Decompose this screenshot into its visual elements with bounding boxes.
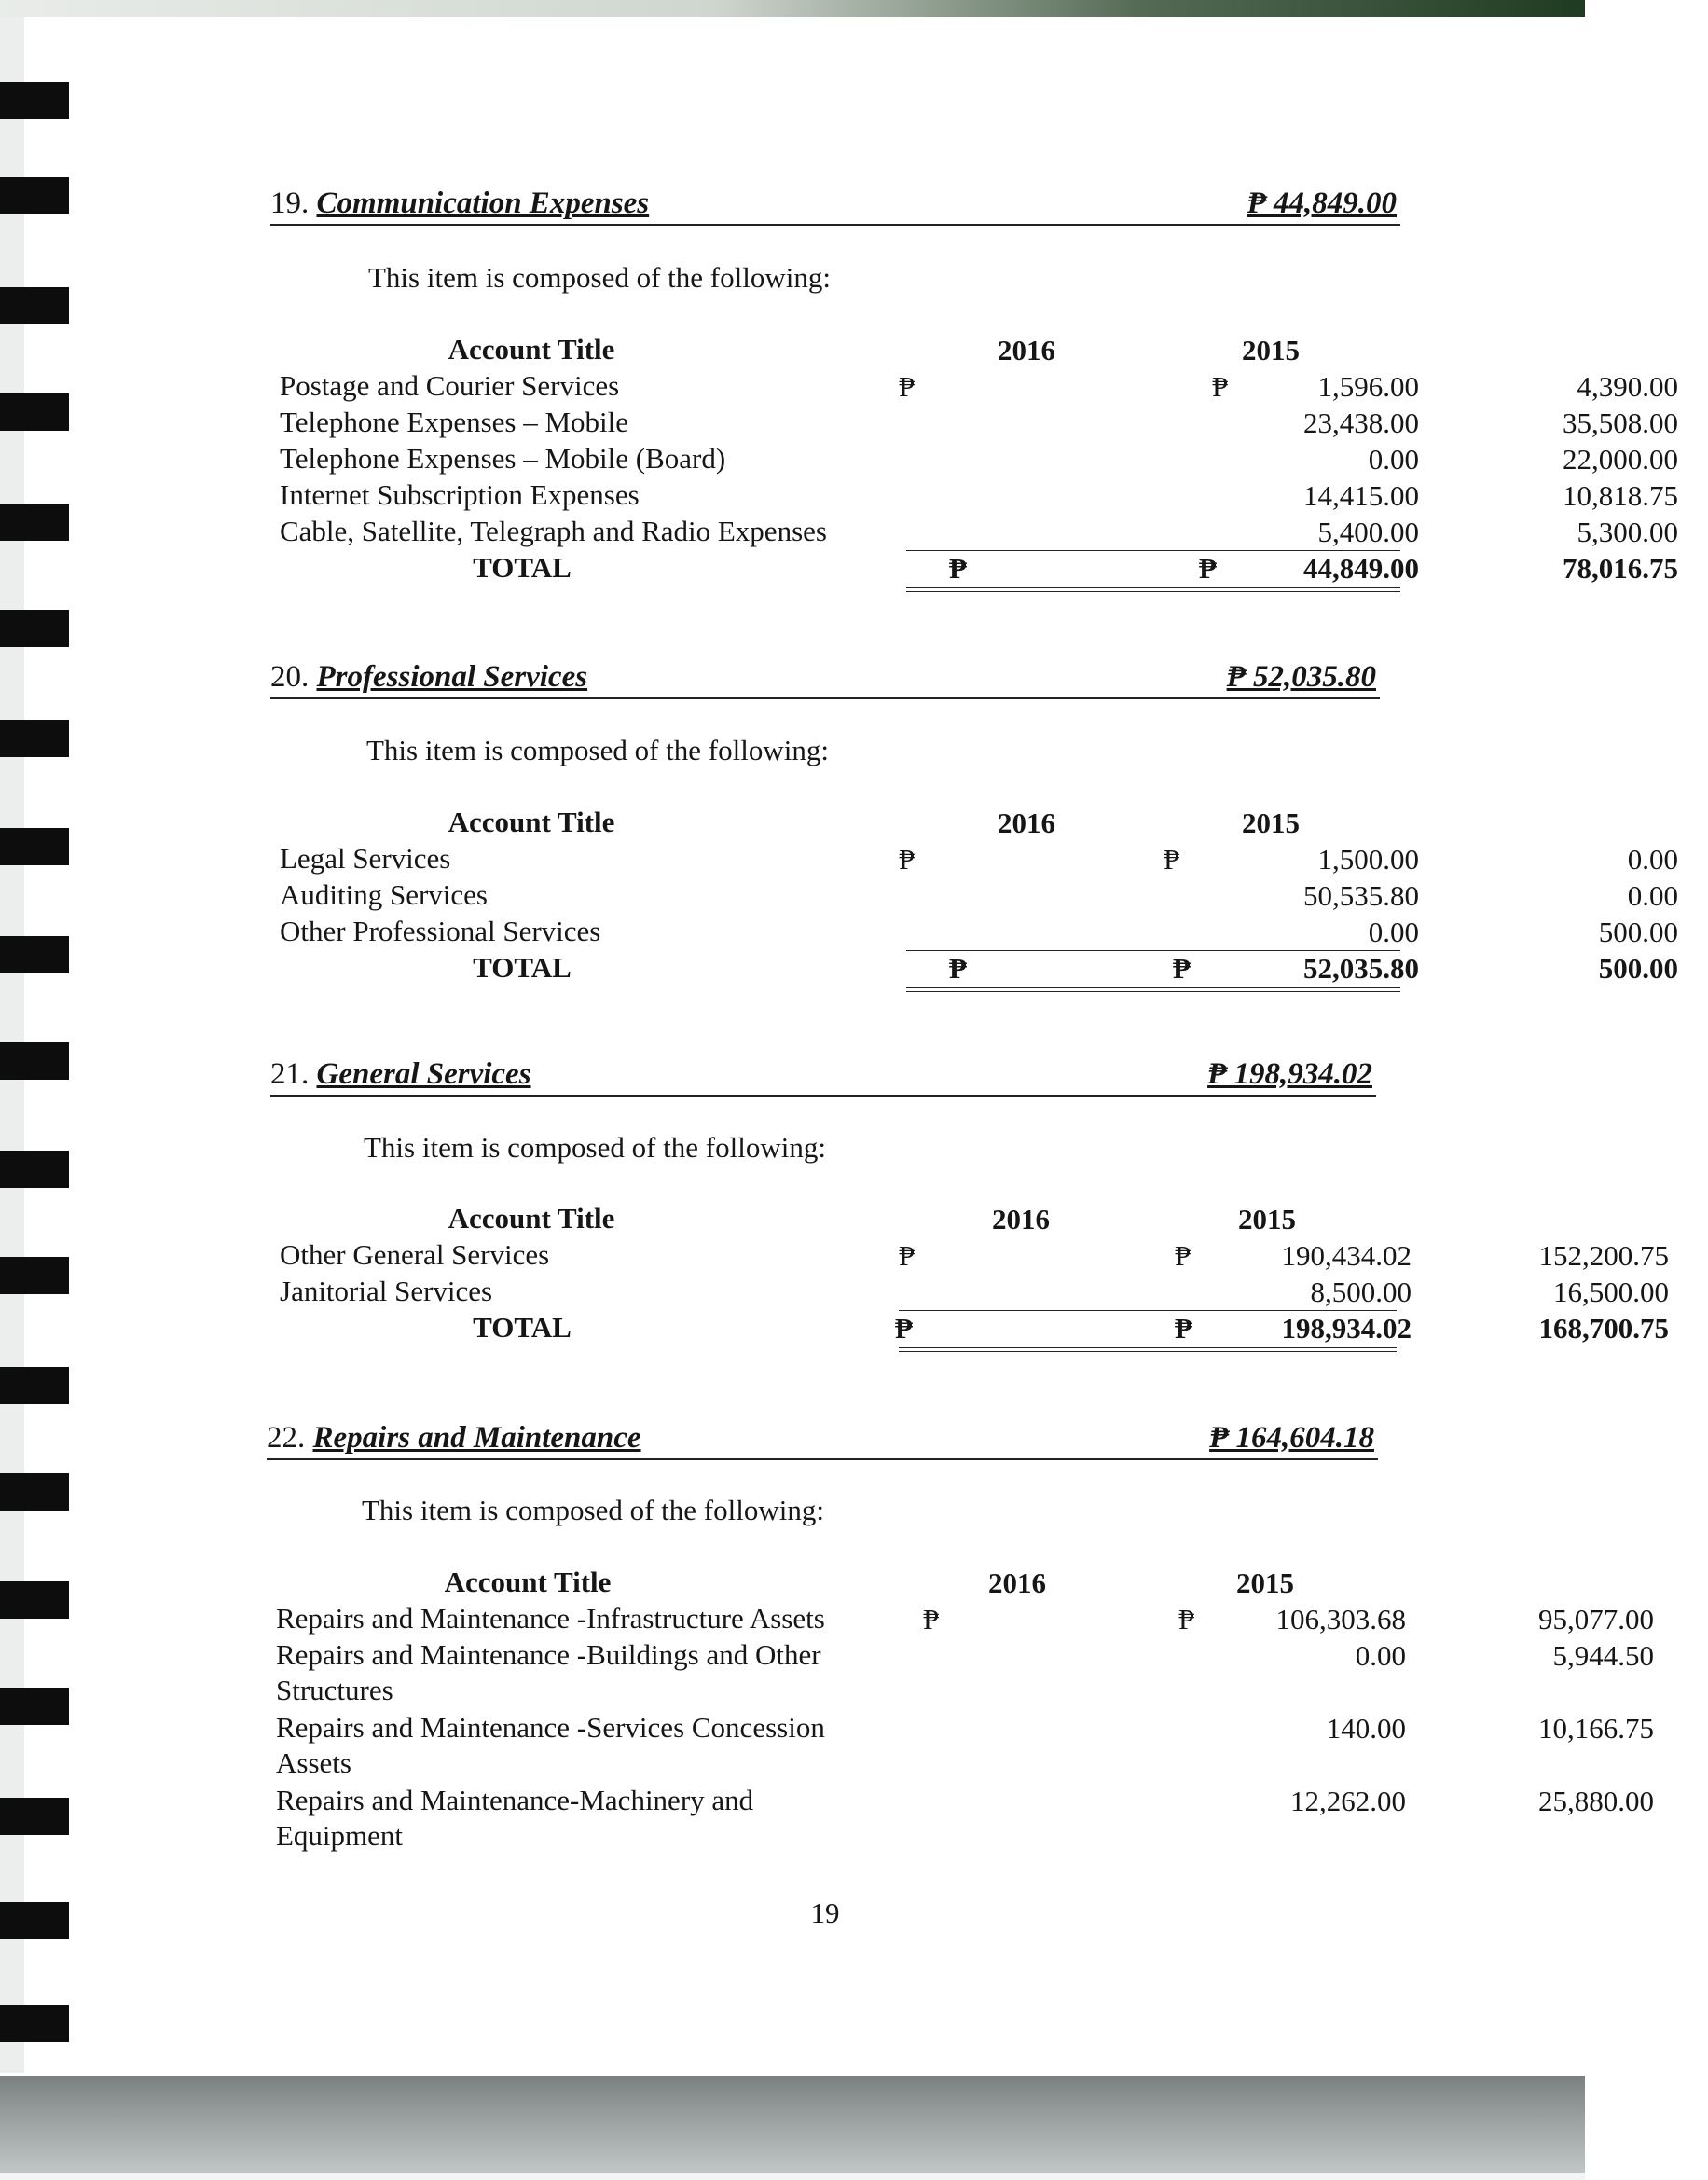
section-heading: [270, 183, 1400, 226]
peso-sign: ₱: [899, 370, 916, 403]
value-2016: 23,438.00: [1303, 407, 1419, 439]
row-title: Telephone Expenses – Mobile: [280, 406, 629, 438]
section-intro: This item is composed of the following:: [362, 1494, 824, 1526]
section-number: 20.: [270, 660, 310, 694]
binding-hole: [0, 1367, 69, 1404]
peso-sign: ₱: [1175, 1312, 1192, 1345]
row-title: Auditing Services: [280, 878, 488, 911]
value-2016: 50,535.80: [1303, 879, 1419, 912]
binding-hole: [0, 1581, 69, 1619]
total-double-rule: [906, 987, 1400, 992]
account-title-header: Account Title: [448, 806, 615, 838]
table-header: [280, 1201, 1400, 1237]
section-intro: This item is composed of the following:: [368, 261, 831, 294]
row-title: Postage and Courier Services: [280, 369, 620, 402]
peso-sign: ₱: [1173, 952, 1191, 985]
total-double-rule: [899, 1347, 1397, 1352]
binding-hole: [0, 82, 69, 119]
section-title: Repairs and Maintenance: [312, 1421, 641, 1455]
table-row: [280, 877, 1678, 914]
table-header: [280, 805, 1400, 841]
binding-hole: [0, 720, 69, 757]
value-2016: 0.00: [1355, 1639, 1406, 1672]
value-2015: 10,166.75: [1538, 1712, 1654, 1745]
binding-hole: [0, 1688, 69, 1725]
value-2016: 190,434.02: [1281, 1239, 1412, 1272]
table-row: [280, 841, 1678, 877]
value-2015: 95,077.00: [1538, 1603, 1654, 1635]
table-row: [280, 368, 1678, 405]
year-2015-header: 2015: [1236, 1566, 1294, 1599]
section-title: Professional Services: [316, 660, 588, 694]
table-row: [280, 1274, 1669, 1310]
row-title: Cable, Satellite, Telegraph and Radio Expenses: [280, 515, 827, 547]
account-title-header: Account Title: [448, 1202, 615, 1235]
table-row: [280, 1237, 1669, 1274]
binding-hole: [0, 1473, 69, 1511]
peso-sign: ₱: [949, 952, 967, 985]
total-label: TOTAL: [473, 951, 572, 984]
section-amount: ₱ 198,934.02: [1207, 1057, 1372, 1091]
peso-sign: ₱: [1175, 1239, 1191, 1272]
row-title: Repairs and Maintenance -Infrastructure Assets: [276, 1602, 825, 1635]
value-2016: 1,500.00: [1317, 843, 1419, 876]
binding-hole: [0, 610, 69, 647]
section-heading: [267, 1417, 1378, 1460]
year-2015-header: 2015: [1242, 334, 1300, 366]
peso-sign: ₱: [949, 552, 967, 585]
value-2016: 12,262.00: [1290, 1785, 1406, 1817]
total-row: [280, 950, 1678, 987]
year-2015-header: 2015: [1242, 807, 1300, 839]
total-2016: 44,849.00: [1303, 552, 1419, 585]
section-heading: [270, 656, 1380, 699]
binding-hole: [0, 504, 69, 541]
scan-top-edge: [0, 0, 1585, 17]
row-title: Legal Services: [280, 842, 451, 875]
total-2016: 198,934.02: [1281, 1312, 1412, 1345]
value-2016: 0.00: [1368, 443, 1419, 476]
value-2016: 1,596.00: [1317, 370, 1419, 403]
section-intro: This item is composed of the following:: [364, 1131, 826, 1164]
binding-hole: [0, 1798, 69, 1835]
subtotal-rule: [906, 950, 1400, 951]
table-row: [276, 1601, 1654, 1637]
total-2015: 78,016.75: [1563, 552, 1678, 585]
account-title-header: Account Title: [444, 1566, 612, 1598]
peso-sign: ₱: [1212, 370, 1229, 403]
binding-hole: [0, 2005, 69, 2042]
table-row: [280, 405, 1678, 441]
row-title: Other Professional Services: [280, 915, 601, 947]
value-2015: 0.00: [1627, 879, 1678, 912]
value-2016: 5,400.00: [1317, 516, 1419, 548]
value-2016: 140.00: [1326, 1712, 1406, 1745]
section-number: 21.: [270, 1057, 310, 1091]
value-2015: 0.00: [1627, 843, 1678, 876]
peso-sign: ₱: [899, 1239, 916, 1272]
value-2015: 5,944.50: [1552, 1639, 1654, 1672]
year-2015-header: 2015: [1238, 1203, 1296, 1235]
total-row: [280, 1310, 1669, 1346]
total-2015: 168,700.75: [1538, 1312, 1669, 1345]
section-number: 19.: [270, 186, 310, 220]
peso-sign: ₱: [1199, 552, 1217, 585]
year-2016-header: 2016: [998, 334, 1055, 366]
row-title: Repairs and Maintenance -Buildings and Other Structures: [276, 1638, 821, 1706]
row-title: Janitorial Services: [280, 1275, 493, 1307]
binding-hole: [0, 828, 69, 865]
account-table: [276, 1565, 1654, 1856]
binding-hole: [0, 287, 69, 324]
total-label: TOTAL: [473, 551, 572, 584]
total-row: [280, 550, 1678, 586]
table-row: [280, 914, 1678, 950]
binding-hole: [0, 1042, 69, 1080]
table-row: [276, 1783, 1654, 1856]
value-2016: 106,303.68: [1275, 1603, 1406, 1635]
row-title: Repairs and Maintenance-Machinery and Equipment: [276, 1784, 754, 1852]
account-table: [280, 332, 1678, 586]
account-title-header: Account Title: [448, 333, 615, 366]
section-number: 22.: [267, 1421, 306, 1455]
value-2015: 35,508.00: [1563, 407, 1678, 439]
year-2016-header: 2016: [988, 1566, 1046, 1599]
section-title: Communication Expenses: [316, 186, 650, 220]
section-intro: This item is composed of the following:: [366, 734, 829, 766]
total-label: TOTAL: [473, 1311, 572, 1344]
peso-sign: ₱: [895, 1312, 913, 1345]
value-2015: 16,500.00: [1553, 1276, 1669, 1308]
subtotal-rule: [899, 1310, 1397, 1311]
value-2015: 5,300.00: [1577, 516, 1678, 548]
total-2015: 500.00: [1598, 952, 1678, 985]
peso-sign: ₱: [1178, 1603, 1195, 1635]
value-2016: 14,415.00: [1303, 479, 1419, 512]
table-row: [276, 1710, 1654, 1783]
section-amount: ₱ 44,849.00: [1247, 186, 1397, 220]
binding-hole: [0, 177, 69, 214]
row-title: Telephone Expenses – Mobile (Board): [280, 442, 726, 475]
table-header: [276, 1565, 1397, 1601]
subtotal-rule: [906, 550, 1400, 551]
value-2015: 500.00: [1598, 916, 1678, 948]
value-2015: 25,880.00: [1538, 1785, 1654, 1817]
value-2015: 152,200.75: [1538, 1239, 1669, 1272]
peso-sign: ₱: [899, 843, 916, 876]
account-table: [280, 1201, 1669, 1346]
section-heading: [270, 1054, 1376, 1097]
binding-hole: [0, 936, 69, 973]
value-2016: 8,500.00: [1310, 1276, 1412, 1308]
row-title: Repairs and Maintenance -Services Concession Assets: [276, 1711, 825, 1779]
row-title: Other General Services: [280, 1238, 550, 1271]
table-row: [276, 1637, 1654, 1710]
account-table: [280, 805, 1678, 987]
row-title: Internet Subscription Expenses: [280, 478, 640, 511]
table-row: [280, 441, 1678, 477]
table-row: [280, 514, 1678, 550]
year-2016-header: 2016: [992, 1203, 1050, 1235]
total-2016: 52,035.80: [1303, 952, 1419, 985]
value-2015: 22,000.00: [1563, 443, 1678, 476]
value-2016: 0.00: [1368, 916, 1419, 948]
section-amount: ₱ 52,035.80: [1226, 660, 1376, 694]
value-2015: 10,818.75: [1563, 479, 1678, 512]
table-row: [280, 477, 1678, 514]
year-2016-header: 2016: [998, 807, 1055, 839]
total-double-rule: [906, 587, 1400, 592]
binding-hole: [0, 1257, 69, 1294]
peso-sign: ₱: [1164, 843, 1180, 876]
scan-bottom-edge: [0, 2076, 1585, 2180]
peso-sign: ₱: [923, 1603, 940, 1635]
binding-hole: [0, 393, 69, 431]
binding-hole: [0, 1151, 69, 1188]
page-number: 19: [810, 1897, 840, 1929]
section-amount: ₱ 164,604.18: [1209, 1421, 1374, 1455]
table-header: [280, 332, 1400, 368]
section-title: General Services: [316, 1057, 531, 1091]
value-2015: 4,390.00: [1577, 370, 1678, 403]
